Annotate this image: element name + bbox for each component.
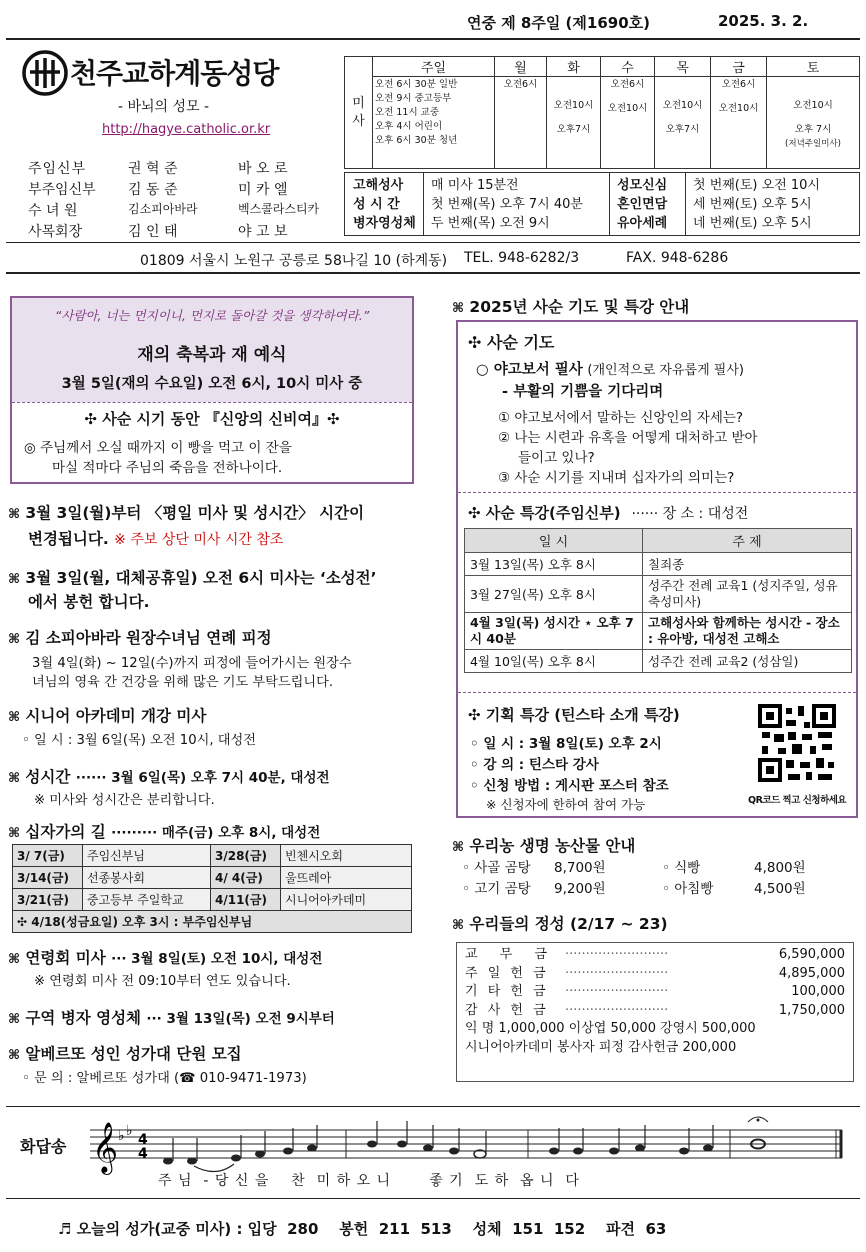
parish-logo-icon — [22, 50, 68, 96]
day-header: 주일 — [373, 57, 495, 77]
prayer-question: ② 나는 시련과 유혹을 어떻게 대처하고 받아 — [498, 430, 758, 446]
parish-name: 천주교하계동성당 — [70, 57, 279, 90]
lent-title: 2025년 사순 기도 및 특강 안내 — [469, 298, 690, 316]
special-detail: ◦ 신청 방법 : 게시판 포스터 참조 — [470, 778, 669, 794]
notice-bullet-icon: ⌘ — [8, 507, 21, 522]
special-lecture-title: ✣ 기획 특강 (틴스타 소개 특강) — [468, 706, 680, 724]
table-row: 4월 3일(목) 성시간 ⋆ 오후 7시 40분 고해성사와 함께하는 성시간 - 장소 : 유아방, 대성전 고해소 — [465, 613, 852, 650]
service-label: 혼인면담 — [617, 197, 668, 212]
service-value: 세 번째(토) 오후 5시 — [693, 197, 812, 212]
staff-saint: 바 오 로 — [238, 161, 288, 177]
day-header: 월 — [495, 57, 547, 77]
fax: FAX. 948-6286 — [626, 250, 729, 266]
table-row: 3월 27일(목) 오후 8시 성주간 전례 교육1 (성지주일, 성유축성미사) — [465, 576, 852, 613]
flat-icon: ♭ — [126, 1123, 133, 1139]
notice-title: 김 소피아바라 원장수녀님 연례 피정 — [25, 629, 272, 647]
treble-clef-icon: 𝄞 — [92, 1122, 119, 1173]
friday-masses: 오전6시 오전10시 — [711, 77, 767, 169]
svg-text:4: 4 — [138, 1146, 148, 1162]
staff-name: 김 인 태 — [128, 224, 178, 240]
offering-box — [456, 942, 854, 1082]
prayer-title: ✣ 사순 기도 — [468, 333, 555, 352]
table-row: 3/21(금) 중고등부 주일학교 4/11(금) 시니어아카데미 — [13, 889, 412, 911]
qr-caption: QR코드 찍고 신청하세요 — [748, 795, 847, 806]
notice-text: ※ 미사와 성시간은 분리합니다. — [34, 793, 215, 808]
notice-title: 변경됩니다. — [28, 530, 109, 548]
ash-wednesday-box — [10, 296, 414, 484]
issue-number: 연중 제 8주일 (제1690호) — [467, 14, 650, 32]
senior-donation: 시니어아카데미 봉사자 피정 감사헌금 200,000 — [465, 1039, 737, 1055]
staff-row — [28, 158, 328, 179]
issue-date: 2025. 3. 2. — [718, 12, 809, 30]
parish-motto: - 바뇌의 성모 - — [118, 99, 210, 115]
mystery-title: ✣ 사순 시기 동안 『신앙의 신비여』✣ — [84, 410, 340, 428]
day-header: 화 — [547, 57, 601, 77]
thursday-masses: 오전10시 오후7시 — [655, 77, 711, 169]
anonymous-donations: 익 명 1,000,000 이상엽 50,000 강영시 500,000 — [465, 1021, 756, 1036]
table-row: 4월 10일(목) 오후 8시 성주간 전례 교육2 (성삼일) — [465, 650, 852, 673]
staff-role: 부주임신부 — [28, 182, 96, 198]
lecture-table — [464, 528, 852, 673]
staff-role: 주임신부 — [28, 161, 87, 177]
notice-text: ※ 연령회 미사 전 09:10부터 연도 있습니다. — [34, 974, 291, 989]
qr-code-icon[interactable] — [758, 704, 836, 782]
mystery-text: 마실 적마다 주님의 죽음을 전하나이다. — [52, 460, 283, 476]
list-item: ◦ 고기 곰탕 9,200원 ◦ 아침빵 4,500원 — [462, 881, 806, 897]
staff-list — [28, 158, 328, 242]
notice-detail: ··· 3월 13일(목) 오전 9시부터 — [146, 1011, 335, 1027]
table-row: 3/ 7(금) 주임신부님 3/28(금) 빈첸시오회 — [13, 845, 412, 867]
notice-detail: ········· 매주(금) 오후 8시, 대성전 — [111, 825, 321, 841]
service-value: 첫 번째(토) 오전 10시 — [693, 178, 820, 193]
prayer-question: 들이고 있나? — [518, 450, 595, 466]
ash-time: 3월 5일(재의 수요일) 오전 6시, 10시 미사 중 — [61, 376, 363, 392]
notice-text: ◦ 문 의 : 알베르또 성가대 (☎ 010-9471-1973) — [22, 1071, 307, 1086]
staff-saint: 벡스콜라스티카 — [238, 202, 320, 216]
table-row: 3/14(금) 선종봉사회 4/ 4(금) 울뜨레아 — [13, 867, 412, 889]
staff-name: 권 혁 준 — [128, 161, 178, 177]
staff-name: 김소피아바라 — [128, 202, 198, 216]
notice-text: 녀님의 영육 간 건강을 위해 많은 기도 부탁드립니다. — [32, 675, 334, 690]
service-value: 두 번째(목) 오전 9시 — [431, 216, 550, 231]
notice-detail: ······ 3월 6일(목) 오후 7시 40분, 대성전 — [75, 770, 330, 786]
cross-way-table — [12, 844, 412, 933]
notice-note: ※ 주보 상단 미사 시간 참조 — [114, 532, 284, 548]
column-header: 주 제 — [643, 529, 852, 553]
staff-role: 수 녀 원 — [28, 203, 78, 219]
notice-bullet-icon: ⌘ — [8, 1012, 21, 1027]
notice-title: 연령회 미사 — [25, 949, 106, 967]
service-label: 성 시 간 — [353, 197, 400, 212]
psalm-label: 화답송 — [20, 1137, 67, 1156]
sunday-masses: 오전 6시 30분 일반 오전 9시 중고등부 오전 11시 교중 오후 4시 어린이 오후 6시 30분 청년 — [373, 77, 495, 169]
prayer-question: ① 야고보서에서 말하는 신앙인의 자세는? — [498, 410, 744, 426]
table-row: 3월 13일(목) 오후 8시 칠죄종 — [465, 553, 852, 576]
special-detail: ◦ 일 시 : 3월 8일(토) 오후 2시 — [470, 736, 662, 752]
notice-bullet-icon: ⌘ — [452, 918, 465, 933]
notice-text: 3월 4일(화) ~ 12일(수)까지 피정에 들어가시는 원장수 — [32, 656, 352, 671]
service-label: 고해성사 — [353, 178, 404, 193]
tuesday-masses: 오전10시 오후7시 — [547, 77, 601, 169]
prayer-subtitle: - 부활의 기쁨을 기다리며 — [502, 384, 664, 400]
monday-masses: 오전6시 — [495, 77, 547, 169]
staff-name: 김 동 준 — [128, 182, 178, 198]
day-header: 수 — [601, 57, 655, 77]
table-row: ✣ 4/18(성금요일) 오후 3시 : 부주임신부님 — [13, 911, 412, 933]
flat-icon: ♭ — [118, 1128, 125, 1144]
service-value: 첫 번째(목) 오후 7시 40분 — [431, 197, 583, 212]
lecture-place: ······ 장 소 : 대성전 — [631, 506, 749, 522]
staff-row — [28, 221, 328, 242]
staff-saint: 야 고 보 — [238, 224, 288, 240]
staff-role: 사목회장 — [28, 224, 83, 240]
psalm-lyrics: 주 님 - 당 신 을 찬 미 하 오 니 좋 기 도 하 옵 니 다 — [158, 1173, 580, 1189]
notice-bullet-icon: ⌘ — [8, 710, 21, 725]
bible-copy-note: (개인적으로 자유롭게 필사) — [587, 363, 744, 378]
day-header: 금 — [711, 57, 767, 77]
notice-title: 3월 3일(월, 대체공휴일) 오전 6시 미사는 ‘소성전’ — [25, 569, 377, 587]
service-value: 매 미사 15분전 — [431, 178, 519, 193]
service-value: 네 번째(토) 오후 5시 — [693, 216, 812, 231]
farm-list — [462, 858, 806, 900]
notice-title: 성시간 — [25, 768, 71, 786]
special-detail: ◦ 강 의 : 틴스타 강사 — [470, 757, 599, 773]
staff-row — [28, 200, 328, 221]
staff-row — [28, 179, 328, 200]
bible-copy-title: ○ 야고보서 필사 — [476, 362, 583, 378]
saturday-masses: 오전10시 오후 7시 (저녁주일미사) — [767, 77, 860, 169]
list-item: ◦ 사골 곰탕 8,700원 ◦ 식빵 4,800원 — [462, 860, 806, 876]
wednesday-masses: 오전6시 오전10시 — [601, 77, 655, 169]
day-header: 목 — [655, 57, 711, 77]
notice-detail: ··· 3월 8일(토) 오전 10시, 대성전 — [111, 951, 323, 967]
mass-side-label: 미사 — [345, 57, 373, 169]
ash-title: 재의 축복과 재 예식 — [137, 345, 287, 365]
notice-title: 알베르또 성인 성가대 단원 모집 — [25, 1045, 242, 1063]
notice-bullet-icon: ⌘ — [8, 572, 21, 587]
notice-title: 에서 봉헌 합니다. — [28, 593, 150, 611]
address: 01809 서울시 노원구 공릉로 58나길 10 (하계동) — [140, 253, 448, 269]
list-item: 감 사 헌 금 ························· 1,750,000 — [465, 1002, 845, 1018]
day-header: 토 — [767, 57, 860, 77]
special-note: ※ 신청자에 한하여 참여 가능 — [486, 797, 646, 812]
notice-bullet-icon: ⌘ — [8, 1048, 21, 1063]
column-header: 일 시 — [465, 529, 643, 553]
farm-title: 우리농 생명 농산물 안내 — [469, 837, 636, 855]
notice-title: 시니어 아카데미 개강 미사 — [25, 707, 207, 725]
notice-bullet-icon: ⌘ — [452, 840, 465, 855]
notice-bullet-icon: ⌘ — [8, 826, 21, 841]
ash-quote: “사람아, 너는 먼지이니, 먼지로 돌아갈 것을 생각하여라.” — [54, 308, 370, 323]
svg-text:4: 4 — [138, 1132, 148, 1148]
services-box — [344, 172, 860, 236]
service-label: 유아세례 — [617, 216, 668, 231]
notice-bullet-icon: ⌘ — [8, 771, 21, 786]
notice-bullet-icon: ⌘ — [8, 632, 21, 647]
notice-title: 구역 병자 영성체 — [25, 1009, 142, 1027]
lent-box — [456, 320, 858, 818]
list-item: 주 일 헌 금 ························· 4,895,000 — [465, 965, 845, 981]
notice-title: 십자가의 길 — [25, 823, 106, 841]
notice-text: ◦ 일 시 : 3월 6일(목) 오전 10시, 대성전 — [22, 733, 256, 748]
notice-bullet-icon: ⌘ — [8, 952, 21, 967]
notice-title: 3월 3일(월)부터 〈평일 미사 및 성시간〉 시간이 — [25, 504, 365, 522]
offering-title: 우리들의 정성 (2/17 ~ 23) — [469, 915, 668, 933]
lecture-title: ✣ 사순 특강(주임신부) — [468, 504, 621, 522]
notice-bullet-icon: ⌘ — [452, 301, 465, 316]
list-item: 기 타 헌 금 ························· 100,000 — [465, 984, 845, 999]
mystery-text: ◎ 주님께서 오실 때까지 이 빵을 먹고 이 잔을 — [24, 440, 292, 456]
service-label: 성모신심 — [617, 178, 668, 193]
list-item: 교 무 금 ························· 6,590,000 — [465, 947, 845, 962]
telephone: TEL. 948-6282/3 — [464, 250, 580, 266]
staff-saint: 미 카 엘 — [238, 182, 288, 198]
service-label: 병자영성체 — [353, 216, 416, 231]
parish-url-link[interactable]: http://hagye.catholic.or.kr — [102, 122, 271, 137]
mass-schedule-table — [344, 56, 860, 169]
prayer-question: ③ 사순 시기를 지내며 십자가의 의미는? — [498, 470, 735, 486]
todays-hymns: ♬ 오늘의 성가(교중 미사) : 입당 280 봉헌 211 513 성체 151 152 파견 63 — [58, 1220, 667, 1238]
